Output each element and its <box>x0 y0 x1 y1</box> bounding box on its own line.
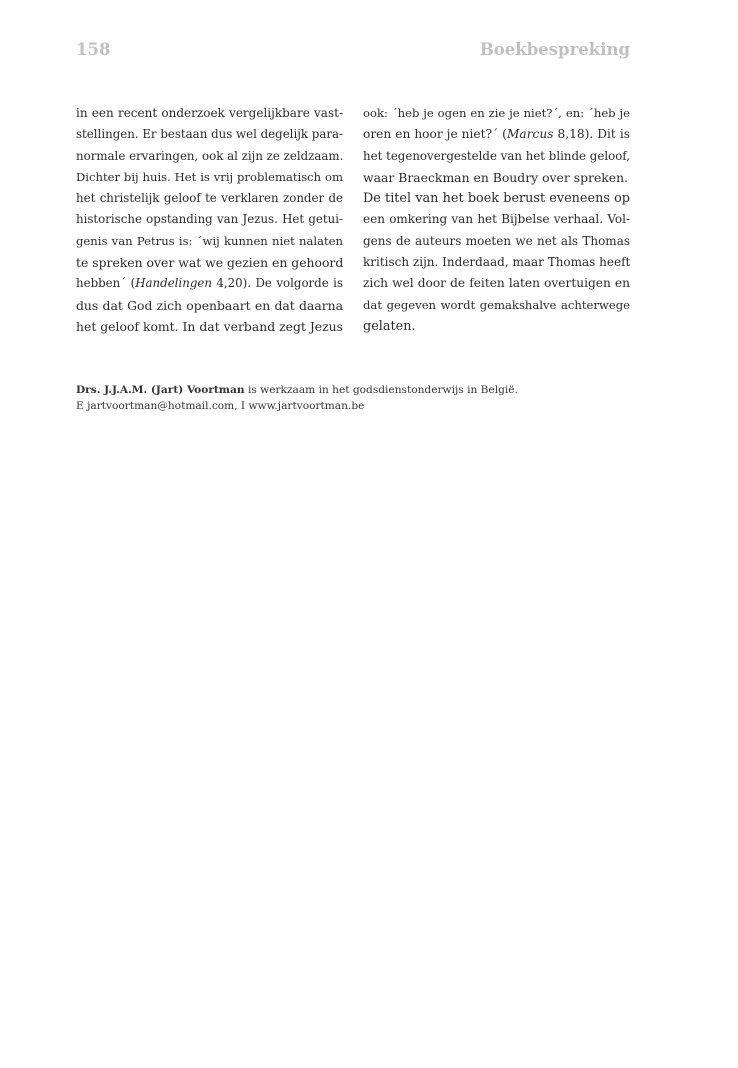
author-contact: E jartvoortman@hotmail.com, I www.jartvoortman.be <box>76 400 365 412</box>
text-fragment: 8,18). Dit is <box>553 127 630 142</box>
author-bio <box>76 382 636 414</box>
text-fragment: hebben´ ( <box>76 276 136 291</box>
text-line: waar Braeckman en Boudry over spreken. <box>363 169 629 185</box>
text-line: het geloof komt. In dat verband zegt Jezus <box>76 318 343 334</box>
text-fragment: 4,20). De volgorde is <box>211 276 343 291</box>
text-line: het christelijk geloof te verklaren zonder de <box>76 191 343 206</box>
text-line: historische opstanding van Jezus. Het getui- <box>76 212 343 227</box>
text-line: De titel van het boek berust eveneens op <box>363 191 630 207</box>
citation-italic: Marcus <box>506 127 554 142</box>
text-line: te spreken over wat we gezien en gehoord <box>76 255 343 271</box>
page-number: 158 <box>76 40 111 59</box>
text-line: in een recent onderzoek vergelijkbare vast- <box>76 106 343 120</box>
left-column <box>76 103 343 337</box>
text-line <box>363 124 630 145</box>
text-line: het tegenovergestelde van het blinde geloof, <box>363 148 630 163</box>
text-line: gelaten. <box>363 318 416 334</box>
text-fragment: oren en hoor je niet?´ ( <box>363 127 507 142</box>
text-line: dat gegeven wordt gemakshalve achterwege <box>363 297 630 312</box>
text-line: kritisch zijn. Inderdaad, maar Thomas heeft <box>363 255 630 270</box>
text-line: normale ervaringen, ook al zijn ze zeldzaam. <box>76 148 343 163</box>
text-line: genis van Petrus is: ´wij kunnen niet nalaten <box>76 233 343 248</box>
text-line: zich wel door de feiten laten overtuigen en <box>363 276 630 291</box>
text-line: Dichter bij huis. Het is vrij problematisch om <box>76 169 343 184</box>
citation-italic: Handelingen <box>135 276 212 291</box>
text-line: gens de auteurs moeten we net als Thomas <box>363 233 630 248</box>
text-line: een omkering van het Bijbelse verhaal. Vol- <box>363 212 630 227</box>
right-column <box>363 103 630 337</box>
text-line <box>76 273 343 294</box>
running-head: Boekbespreking <box>479 40 630 59</box>
text-line: dus dat God zich openbaart en dat daarna <box>76 297 343 313</box>
author-name: Drs. J.J.A.M. (Jart) Voortman <box>76 384 245 396</box>
text-line: ook: ´heb je ogen en zie je niet?´, en: ´heb je <box>363 106 630 120</box>
bio-line <box>76 382 636 398</box>
author-description: is werkzaam in het godsdienstonderwijs in België. <box>244 384 518 396</box>
page-header <box>76 40 630 64</box>
text-line: stellingen. Er bestaan dus wel degelijk para- <box>76 127 343 142</box>
